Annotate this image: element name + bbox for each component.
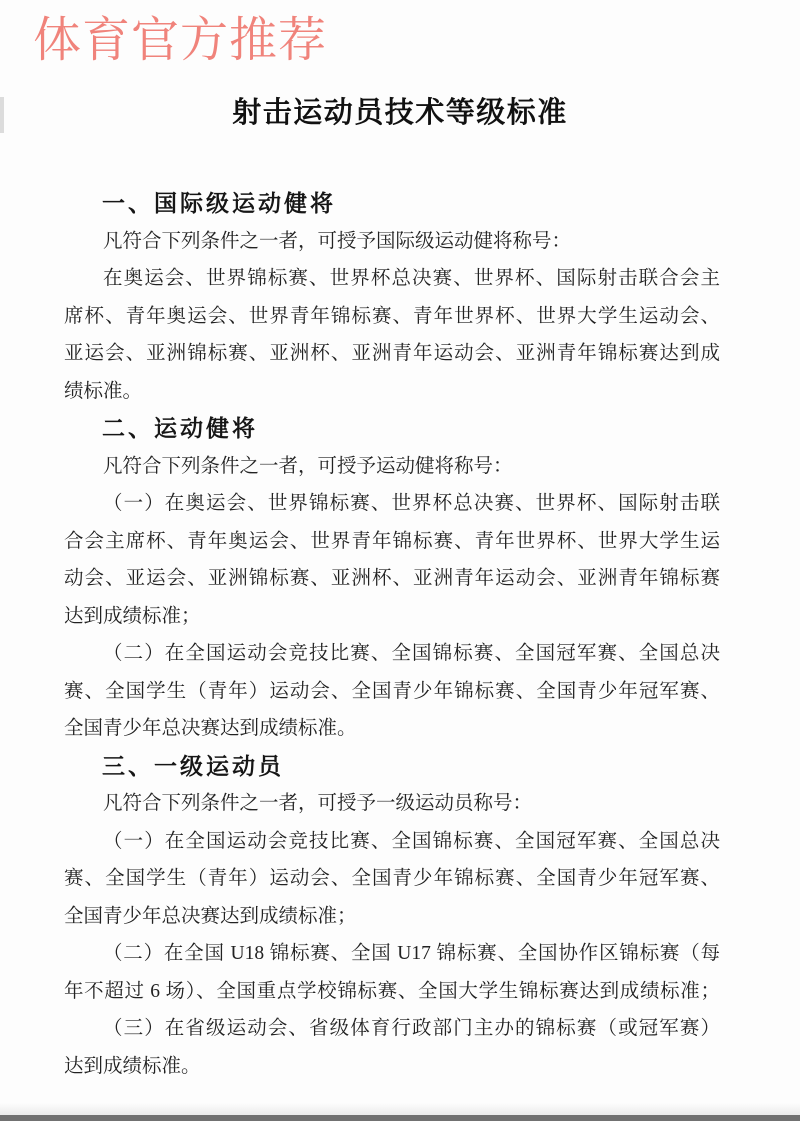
paragraph-line: 动会、亚运会、亚洲锦标赛、亚洲杯、亚洲青年运动会、亚洲青年锦标赛 (64, 568, 720, 589)
section-heading: 二、运动健将 (102, 415, 258, 441)
paragraph-line: 全国青少年总决赛达到成绩标准； (64, 905, 357, 927)
bottom-shade (0, 1103, 800, 1115)
paragraph-line: （一）在全国运动会竞技比赛、全国锦标赛、全国冠军赛、全国总决 (103, 830, 720, 852)
paragraph-line: （二）在全国 U18 锦标赛、全国 U17 锦标赛、全国协作区锦标赛（每 (103, 943, 720, 964)
watermark-text: 体育官方推荐 (33, 14, 328, 67)
paragraph-line: （三）在省级运动会、省级体育行政部门主办的锦标赛（或冠军赛） (103, 1018, 720, 1039)
paragraph-line: 合会主席杯、青年奥运会、世界青年锦标赛、青年世界杯、世界大学生运 (64, 530, 720, 552)
paragraph-line: 凡符合下列条件之一者，可授予运动健将称号： (103, 455, 513, 477)
paragraph-line: 席杯、青年奥运会、世界青年锦标赛、青年世界杯、世界大学生运动会、 (64, 305, 720, 327)
document-body (64, 185, 720, 1085)
paragraph-line: 亚运会、亚洲锦标赛、亚洲杯、亚洲青年运动会、亚洲青年锦标赛达到成 (64, 343, 720, 364)
paragraph-line: 绩标准。 (64, 380, 143, 402)
section-heading: 三、一级运动员 (102, 752, 284, 779)
paragraph-line: 在奥运会、世界锦标赛、世界杯总决赛、世界杯、国际射击联合会主 (103, 268, 720, 289)
paragraph-line: 凡符合下列条件之一者，可授予国际级运动健将称号： (103, 230, 572, 252)
section-heading: 一、国际级运动健将 (102, 190, 336, 216)
paragraph-line: 达到成绩标准； (64, 605, 201, 627)
paragraph-line: 凡符合下列条件之一者，可授予一级运动员称号： (103, 793, 533, 814)
paragraph-line: （二）在全国运动会竞技比赛、全国锦标赛、全国冠军赛、全国总决 (103, 643, 720, 664)
bottom-edge-bar (0, 1115, 800, 1121)
paragraph-line: 全国青少年总决赛达到成绩标准。 (64, 718, 357, 739)
paragraph-line: 达到成绩标准。 (64, 1055, 201, 1077)
paragraph-line: （一）在奥运会、世界锦标赛、世界杯总决赛、世界杯、国际射击联 (103, 493, 720, 514)
paragraph-line: 年不超过 6 场）、全国重点学校锦标赛、全国大学生锦标赛达到成绩标准； (64, 980, 720, 1002)
paragraph-line: 赛、全国学生（青年）运动会、全国青少年锦标赛、全国青少年冠军赛、 (64, 680, 720, 702)
page-title: 射击运动员技术等级标准 (232, 97, 568, 129)
paragraph-line: 赛、全国学生（青年）运动会、全国青少年锦标赛、全国青少年冠军赛、 (64, 868, 720, 889)
